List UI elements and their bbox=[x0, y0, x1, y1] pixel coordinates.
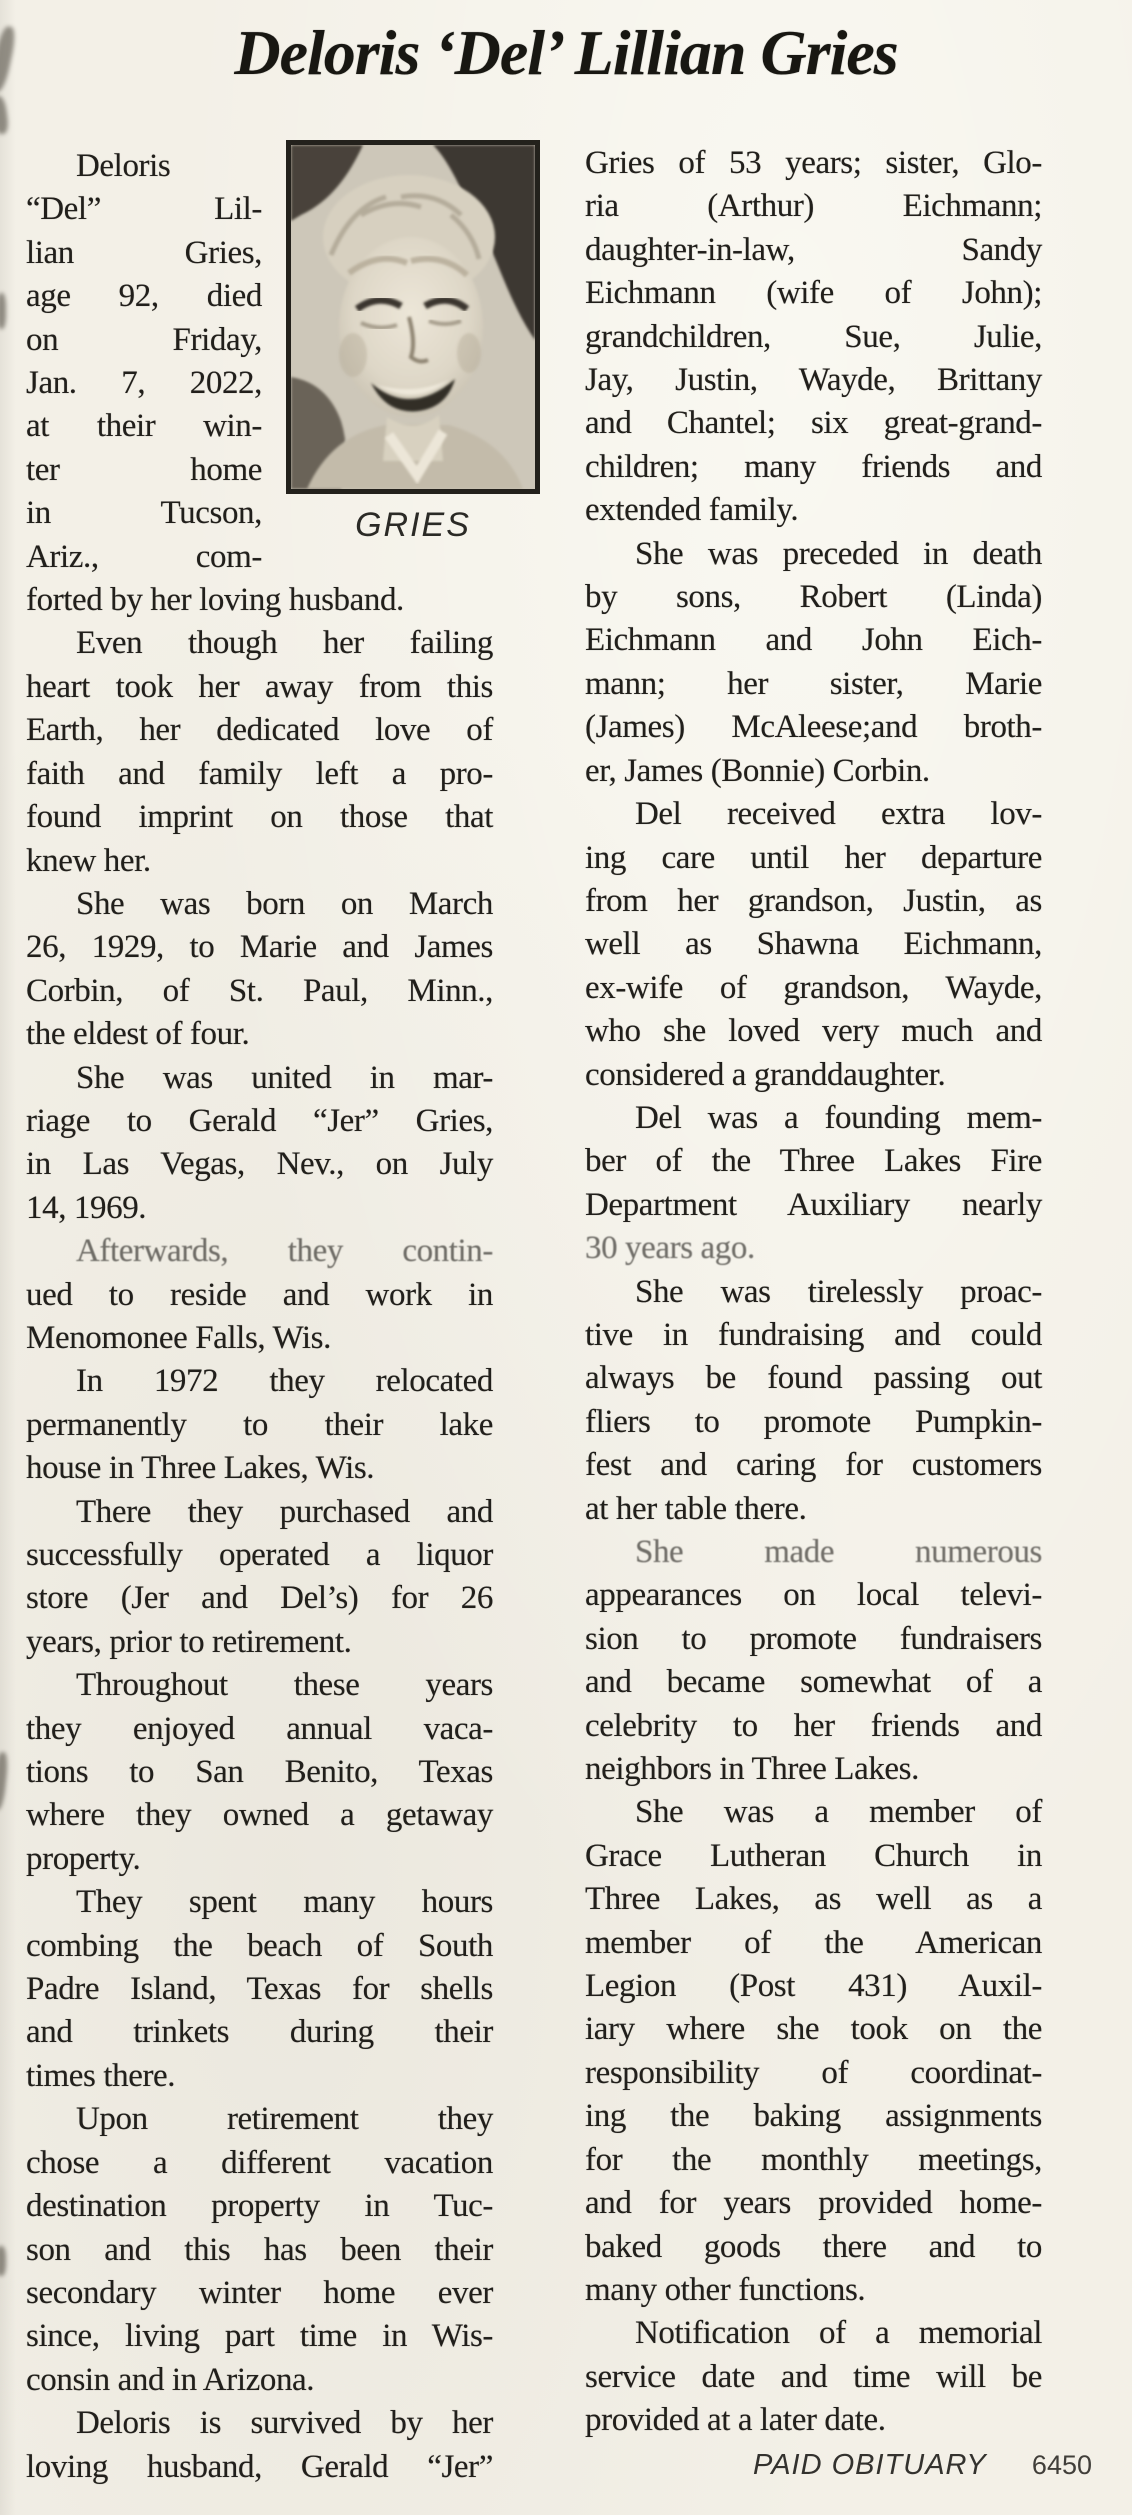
text-line: times there. bbox=[26, 2057, 176, 2094]
text-line: Ariz., com- bbox=[26, 538, 262, 575]
text-line: at her table there. bbox=[585, 1490, 807, 1527]
text-line: children; many friends and bbox=[585, 448, 1042, 485]
text-line: and for years provided home- bbox=[585, 2185, 1042, 2222]
text-line: age 92, died bbox=[26, 278, 262, 315]
text-line: in Tucson, bbox=[26, 495, 262, 532]
text-line: property. bbox=[26, 1840, 141, 1877]
marriage bbox=[26, 1057, 493, 1231]
extra-care bbox=[585, 793, 1042, 1097]
text-line: She made numerous bbox=[635, 1534, 1042, 1570]
left-column bbox=[26, 145, 493, 2489]
liquor-store bbox=[26, 1491, 493, 1665]
right-column bbox=[585, 142, 1042, 2443]
text-line: She was tirelessly proac- bbox=[635, 1273, 1042, 1310]
text-line: found imprint on those that bbox=[26, 799, 493, 836]
text-line: loving husband, Gerald “Jer” bbox=[26, 2448, 493, 2485]
text-line: years, prior to retirement. bbox=[26, 1623, 352, 1660]
tucson bbox=[26, 2098, 493, 2402]
text-line: Notification of a memorial bbox=[635, 2315, 1042, 2352]
text-line: and Chantel; six great-grand- bbox=[585, 405, 1042, 442]
text-line: She was a member of bbox=[635, 1794, 1042, 1831]
text-line: since, living part time in Wis- bbox=[26, 2318, 493, 2355]
text-line: ber of the Three Lakes Fire bbox=[585, 1143, 1042, 1180]
text-line: at their win- bbox=[26, 408, 262, 445]
text-line: ued to reside and work in bbox=[26, 1276, 493, 1313]
text-line: service date and time will be bbox=[585, 2358, 1042, 2395]
text-line: appearances on local televi- bbox=[585, 1577, 1042, 1614]
text-line: celebrity to her friends and bbox=[585, 1707, 1042, 1744]
text-line: secondary winter home ever bbox=[26, 2274, 493, 2311]
scan-smudge bbox=[0, 293, 6, 329]
television bbox=[585, 1531, 1042, 1791]
text-line: and became somewhat of a bbox=[585, 1664, 1042, 1701]
scan-smudge bbox=[0, 95, 10, 135]
menomonee bbox=[26, 1230, 493, 1360]
text-line: Throughout these years bbox=[76, 1667, 493, 1704]
obituary-title: Deloris ‘Del’ Lillian Gries bbox=[234, 17, 898, 88]
text-line: Earth, her dedicated love of bbox=[26, 712, 493, 749]
text-line: successfully operated a liquor bbox=[26, 1537, 493, 1573]
text-line: Jan. 7, 2022, bbox=[26, 365, 262, 402]
text-line: Gries of 53 years; sister, Glo- bbox=[585, 145, 1042, 181]
fundraising bbox=[585, 1271, 1042, 1531]
text-line: in Las Vegas, Nev., on July bbox=[26, 1146, 493, 1183]
text-line: neighbors in Three Lakes. bbox=[585, 1751, 919, 1788]
text-line: on Friday, bbox=[26, 321, 262, 358]
text-line: baked goods there and to bbox=[585, 2228, 1042, 2265]
tribute bbox=[26, 622, 493, 882]
text-line: fliers to promote Pumpkin- bbox=[585, 1403, 1042, 1440]
text-line: Del received extra lov- bbox=[635, 796, 1042, 833]
text-line: Deloris bbox=[76, 148, 171, 184]
text-line: who she loved very much and bbox=[585, 1013, 1042, 1050]
text-line: ter home bbox=[26, 451, 262, 488]
text-line: tive in fundraising and could bbox=[585, 1316, 1042, 1353]
text-line: combing the beach of South bbox=[26, 1927, 493, 1964]
memorial-notice bbox=[585, 2312, 1042, 2442]
opening-beside-photo bbox=[26, 145, 262, 579]
text-line: riage to Gerald “Jer” Gries, bbox=[26, 1102, 493, 1139]
text-line: fest and caring for customers bbox=[585, 1447, 1042, 1484]
text-line: permanently to their lake bbox=[26, 1406, 493, 1443]
text-line: Upon retirement they bbox=[76, 2101, 493, 2138]
text-line: grandchildren, Sue, Julie, bbox=[585, 318, 1042, 355]
text-line: “Del” Lil- bbox=[26, 191, 262, 228]
opening-continued bbox=[26, 579, 493, 622]
text-line: iary where she took on the bbox=[585, 2011, 1042, 2048]
text-line: store (Jer and Del’s) for 26 bbox=[26, 1580, 493, 1617]
text-line: for the monthly meetings, bbox=[585, 2141, 1042, 2178]
text-line: They spent many hours bbox=[76, 1884, 493, 1921]
text-line: Deloris is survived by her bbox=[76, 2405, 493, 2442]
text-line: tions to San Benito, Texas bbox=[26, 1754, 493, 1791]
obituary-number: 6450 bbox=[1031, 2450, 1092, 2480]
text-line: always be found passing out bbox=[585, 1360, 1042, 1397]
text-line: heart took her away from this bbox=[26, 668, 493, 705]
text-line: ria (Arthur) Eichmann; bbox=[585, 188, 1042, 225]
text-line: Eichmann and John Eich- bbox=[585, 622, 1042, 659]
text-line: member of the American bbox=[585, 1924, 1042, 1961]
text-line: from her grandson, Justin, as bbox=[585, 882, 1042, 919]
text-line: Grace Lutheran Church in bbox=[585, 1837, 1042, 1874]
text-line: (James) McAleese;and broth- bbox=[585, 709, 1042, 746]
beach bbox=[26, 1881, 493, 2098]
vacations bbox=[26, 1664, 493, 1881]
text-line: daughter-in-law, Sandy bbox=[585, 231, 1042, 268]
scan-smudge bbox=[0, 2246, 6, 2276]
text-line: Corbin, of St. Paul, Minn., bbox=[26, 972, 493, 1009]
preceded-in-death bbox=[585, 533, 1042, 793]
text-line: faith and family left a pro- bbox=[26, 755, 493, 792]
text-line: extended family. bbox=[585, 492, 799, 529]
relocation bbox=[26, 1360, 493, 1490]
scan-smudge bbox=[0, 1752, 9, 1811]
survived-by bbox=[26, 2402, 493, 2489]
text-line: well as Shawna Eichmann, bbox=[585, 926, 1042, 963]
text-line: Legion (Post 431) Auxil- bbox=[585, 1968, 1042, 2005]
text-line: Menomonee Falls, Wis. bbox=[26, 1319, 331, 1356]
text-line: knew her. bbox=[26, 842, 151, 879]
text-line: consin and in Arizona. bbox=[26, 2361, 315, 2398]
text-line: She was born on March bbox=[76, 885, 493, 922]
text-line: 26, 1929, to Marie and James bbox=[26, 929, 493, 966]
text-line: responsibility of coordinat- bbox=[585, 2054, 1042, 2091]
text-line: Jay, Justin, Wayde, Brittany bbox=[585, 362, 1042, 399]
text-line: mann; her sister, Marie bbox=[585, 665, 1042, 702]
text-line: Del was a founding mem- bbox=[635, 1099, 1042, 1136]
text-line: Department Auxiliary nearly bbox=[585, 1186, 1042, 1223]
birth bbox=[26, 883, 493, 1057]
text-line: they enjoyed annual vaca- bbox=[26, 1710, 493, 1747]
text-line: destination property in Tuc- bbox=[26, 2188, 493, 2225]
text-line: house in Three Lakes, Wis. bbox=[26, 1450, 375, 1487]
text-line: lian Gries, bbox=[26, 234, 262, 271]
text-line: provided at a later date. bbox=[585, 2402, 886, 2439]
text-line: Afterwards, they contin- bbox=[76, 1233, 493, 1270]
memberships bbox=[585, 1791, 1042, 2312]
text-line: There they purchased and bbox=[76, 1493, 493, 1530]
text-line: She was united in mar- bbox=[76, 1059, 493, 1096]
text-line: In 1972 they relocated bbox=[76, 1363, 493, 1400]
text-line: ing the baking assignments bbox=[585, 2098, 1042, 2135]
text-line: er, James (Bonnie) Corbin. bbox=[585, 752, 930, 789]
text-line: sion to promote fundraisers bbox=[585, 1620, 1042, 1657]
text-line: 14, 1969. bbox=[26, 1189, 147, 1226]
photo-caption: GRIES bbox=[355, 506, 471, 544]
text-line: and trinkets during their bbox=[26, 2014, 493, 2051]
text-line: ing care until her departure bbox=[585, 839, 1042, 876]
text-line: the eldest of four. bbox=[26, 1016, 250, 1053]
text-line: considered a granddaughter. bbox=[585, 1056, 946, 1093]
text-line: chose a different vacation bbox=[26, 2144, 493, 2181]
text-line: forted by her loving husband. bbox=[26, 582, 404, 619]
text-line: Padre Island, Texas for shells bbox=[26, 1971, 493, 2008]
text-line: Eichmann (wife of John); bbox=[585, 275, 1042, 312]
paid-obituary-label: PAID OBITUARY bbox=[753, 2449, 987, 2481]
survivors-continued bbox=[585, 142, 1042, 533]
text-line: many other functions. bbox=[585, 2271, 866, 2308]
text-line: 30 years ago. bbox=[585, 1230, 755, 1267]
text-line: by sons, Robert (Linda) bbox=[585, 579, 1042, 616]
text-line: ex-wife of grandson, Wayde, bbox=[585, 969, 1042, 1006]
text-line: son and this has been their bbox=[26, 2231, 493, 2268]
fire-auxiliary bbox=[585, 1097, 1042, 1271]
text-line: where they owned a getaway bbox=[26, 1797, 493, 1834]
text-line: She was preceded in death bbox=[635, 535, 1042, 572]
footer-row bbox=[585, 2449, 1092, 2482]
text-line: Three Lakes, as well as a bbox=[585, 1881, 1042, 1918]
text-line: Even though her failing bbox=[76, 625, 493, 662]
